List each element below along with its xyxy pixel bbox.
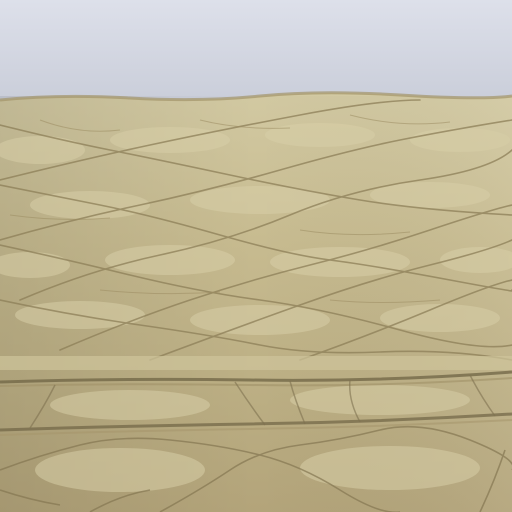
- background-wall: [0, 0, 512, 110]
